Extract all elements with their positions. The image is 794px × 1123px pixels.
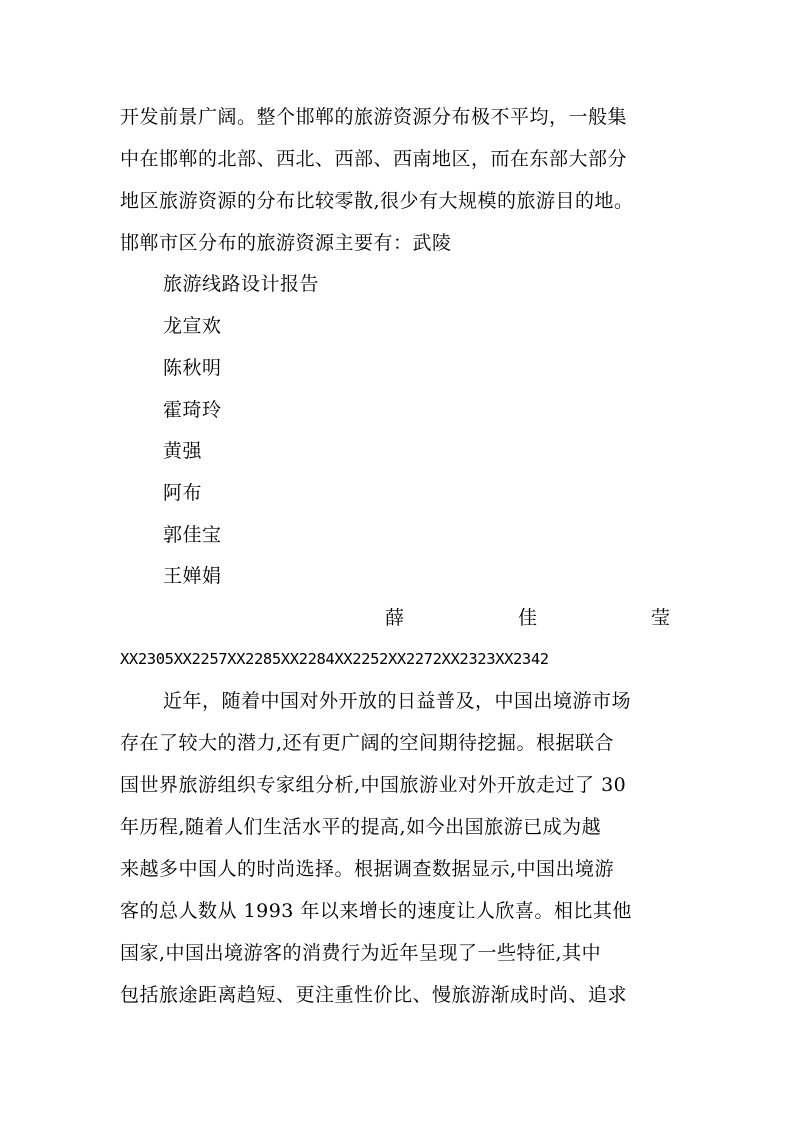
author-name-char: 佳 [517, 607, 537, 629]
report-title: 旅游线路设计报告 [163, 273, 320, 295]
body-line: 国世界旅游组织专家组分析,中国旅游业对外开放走过了 30 [120, 774, 627, 796]
body-line: 国家,中国出境游客的消费行为近年呈现了一些特征,其中 [120, 942, 602, 964]
author-name-char: 薛 [385, 607, 405, 629]
author-name: 龙宣欢 [163, 315, 222, 337]
body-line: 存在了较大的潜力,还有更广阔的空间期待挖掘。根据联合 [120, 732, 615, 754]
intro-line-3: 地区旅游资源的分布比较零散,很少有大规模的旅游目的地。 [120, 190, 634, 212]
author-name: 陈秋明 [163, 357, 222, 379]
author-name-char: 莹 [650, 607, 670, 629]
author-name: 黄强 [163, 440, 203, 462]
intro-line-1: 开发前景广阔。整个邯郸的旅游资源分布极不平均，一般集 [120, 106, 628, 128]
author-name: 阿布 [163, 482, 203, 504]
body-line: 来越多中国人的时尚选择。根据调查数据显示,中国出境游 [120, 858, 615, 880]
author-name: 郭佳宝 [163, 524, 222, 546]
body-paragraph-first-line: 近年，随着中国对外开放的日益普及，中国出境游市场 [163, 690, 632, 712]
author-name: 霍琦玲 [163, 399, 222, 421]
body-line: 客的总人数从 1993 年以来增长的速度让人欣喜。相比其他 [120, 900, 632, 922]
body-line: 年历程,随着人们生活水平的提高,如今出国旅游已成为越 [120, 816, 602, 838]
student-ids: XX2305XX2257XX2285XX2284XX2252XX2272XX2323XX2342 [120, 650, 549, 668]
intro-line-4: 邯郸市区分布的旅游资源主要有：武陵 [120, 232, 452, 254]
body-line: 包括旅途距离趋短、更注重性价比、慢旅游渐成时尚、追求 [120, 984, 628, 1006]
intro-line-2: 中在邯郸的北部、西北、西部、西南地区，而在东部大部分 [120, 148, 628, 170]
author-name: 王婵娟 [163, 565, 222, 587]
justified-author-name [385, 605, 670, 631]
